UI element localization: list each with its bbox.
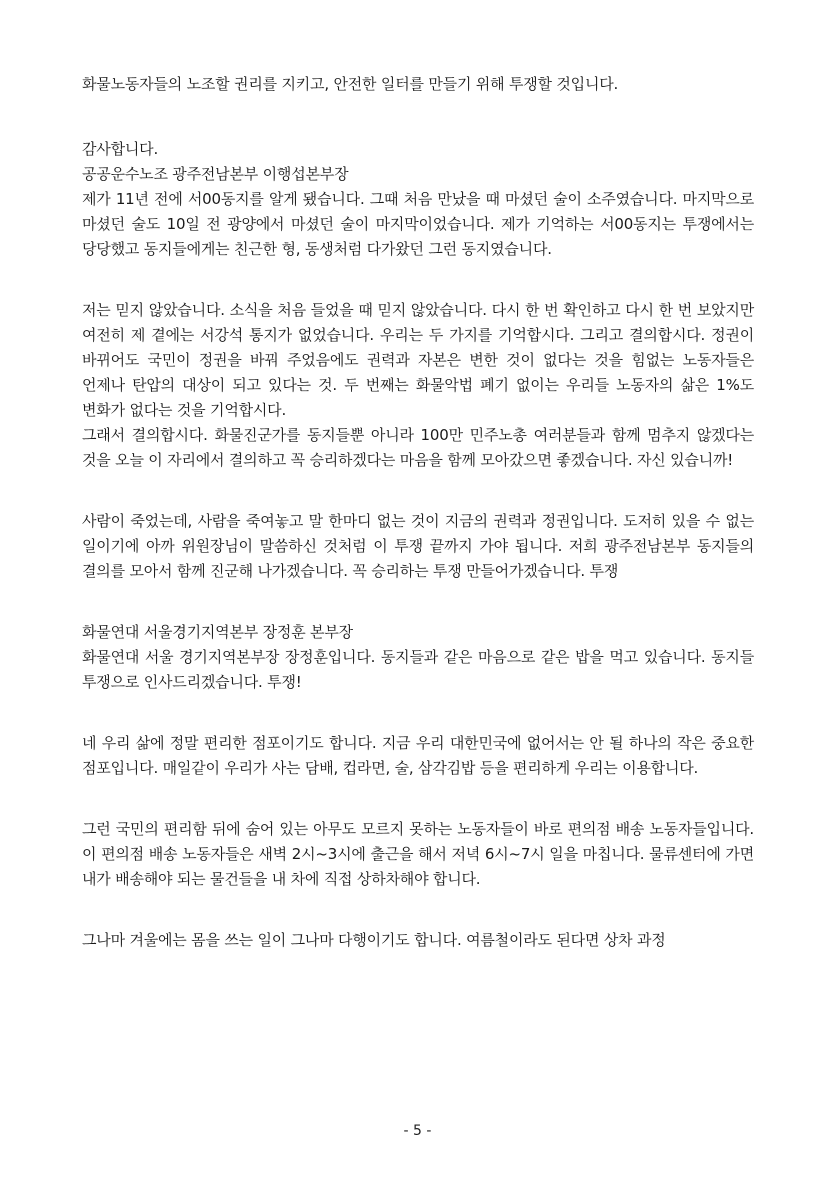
paragraph-gap — [82, 473, 754, 509]
paragraph-gap — [82, 262, 754, 298]
paragraph-gap — [82, 892, 754, 928]
paragraph-winter: 그나마 겨울에는 몸을 쓰는 일이 그나마 다행이기도 합니다. 여름철이라도 된다면 상차 과정 — [82, 931, 666, 949]
paragraph-memory: 제가 11년 전에 서00동지를 알게 됐습니다. 그때 처음 만났을 때 마셨던 술이 소주였습니다. 마지막으로 마셨던 술도 10일 전 광양에서 마셨던 술이 마지막이었습니다. 제가 기억하는 서00동지는 투쟁에서는 당당했고 동지들에게는 친근한 형, 동생처럼 다가왔던 그런 동지였습니다. — [82, 190, 754, 258]
speaker-heading-seoul: 화물연대 서울경기지역본부 장정훈 본부장 — [82, 623, 353, 641]
document-body — [82, 72, 754, 953]
paragraph-disbelief: 저는 믿지 않았습니다. 소식을 처음 들었을 때 믿지 않았습니다. 다시 한 번 확인하고 다시 한 번 보았지만 여전히 제 곁에는 서강석 통지가 없었습니다. 우리는 두 가지를 기억합시다. 그리고 결의합시다. 정권이 바뀌어도 국민이 정권을 바꿔 주었음에도 권력과 자본은 변한 것이 없다는 것을 힘없는 노동자들은 언제나 탄압의 대상이 되고 있다는 것. 두 번째는 화물악법 폐기 없이는 우리들 노동자의 삶은 1%도 변화가 없다는 것을 기억합시다. — [82, 301, 754, 419]
paragraph-convenience-store: 네 우리 삶에 정말 편리한 점포이기도 합니다. 지금 우리 대한민국에 없어서는 안 될 하나의 작은 중요한 점포입니다. 매일같이 우리가 사는 담배, 컵라면, 술, 삼각김밥 등을 편리하게 우리는 이용합니다. — [82, 734, 754, 777]
paragraph-delivery-workers: 그런 국민의 편리함 뒤에 숨어 있는 아무도 모르지 못하는 노동자들이 바로 편의점 배송 노동자들입니다. 이 편의점 배송 노동자들은 새벽 2시~3시에 출근을 해서 저녁 6시~7시 일을 마칩니다. 물류센터에 가면 내가 배송해야 되는 물건들을 내 차에 직접 상하차해야 합니다. — [82, 820, 754, 888]
paragraph-greeting: 화물연대 서울 경기지역본부장 장정훈입니다. 동지들과 같은 마음으로 같은 밥을 먹고 있습니다. 동지들 투쟁으로 인사드리겠습니다. 투쟁! — [82, 648, 754, 691]
paragraph-resolve: 그래서 결의합시다. 화물진군가를 동지들뿐 아니라 100만 민주노총 여러분들과 함께 멈추지 않겠다는 것을 오늘 이 자리에서 결의하고 꼭 승리하겠다는 마음을 함께 모아갔으면 좋겠습니다. 자신 있습니까! — [82, 426, 754, 469]
paragraph-gap — [82, 695, 754, 731]
paragraph-thanks: 감사합니다. — [82, 140, 159, 158]
paragraph-gap — [82, 584, 754, 620]
paragraph-gap — [82, 97, 754, 137]
paragraph-struggle: 사람이 죽었는데, 사람을 죽여놓고 말 한마디 없는 것이 지금의 권력과 정권입니다. 도저히 있을 수 없는 일이기에 아까 위원장님이 말씀하신 것처럼 이 투쟁 끝까지 가야 됩니다. 저희 광주전남본부 동지들의 결의를 모아서 함께 진군해 나가겠습니다. 꼭 승리하는 투쟁 만들어가겠습니다. 투쟁 — [82, 512, 754, 580]
page-number: - 5 - — [403, 1123, 432, 1139]
speaker-heading-gwangju: 공공운수노조 광주전남본부 이행섭본부장 — [82, 165, 349, 183]
paragraph-gap — [82, 781, 754, 817]
paragraph-closing-resolution: 화물노동자들의 노조할 권리를 지키고, 안전한 일터를 만들기 위해 투쟁할 것입니다. — [82, 75, 619, 93]
